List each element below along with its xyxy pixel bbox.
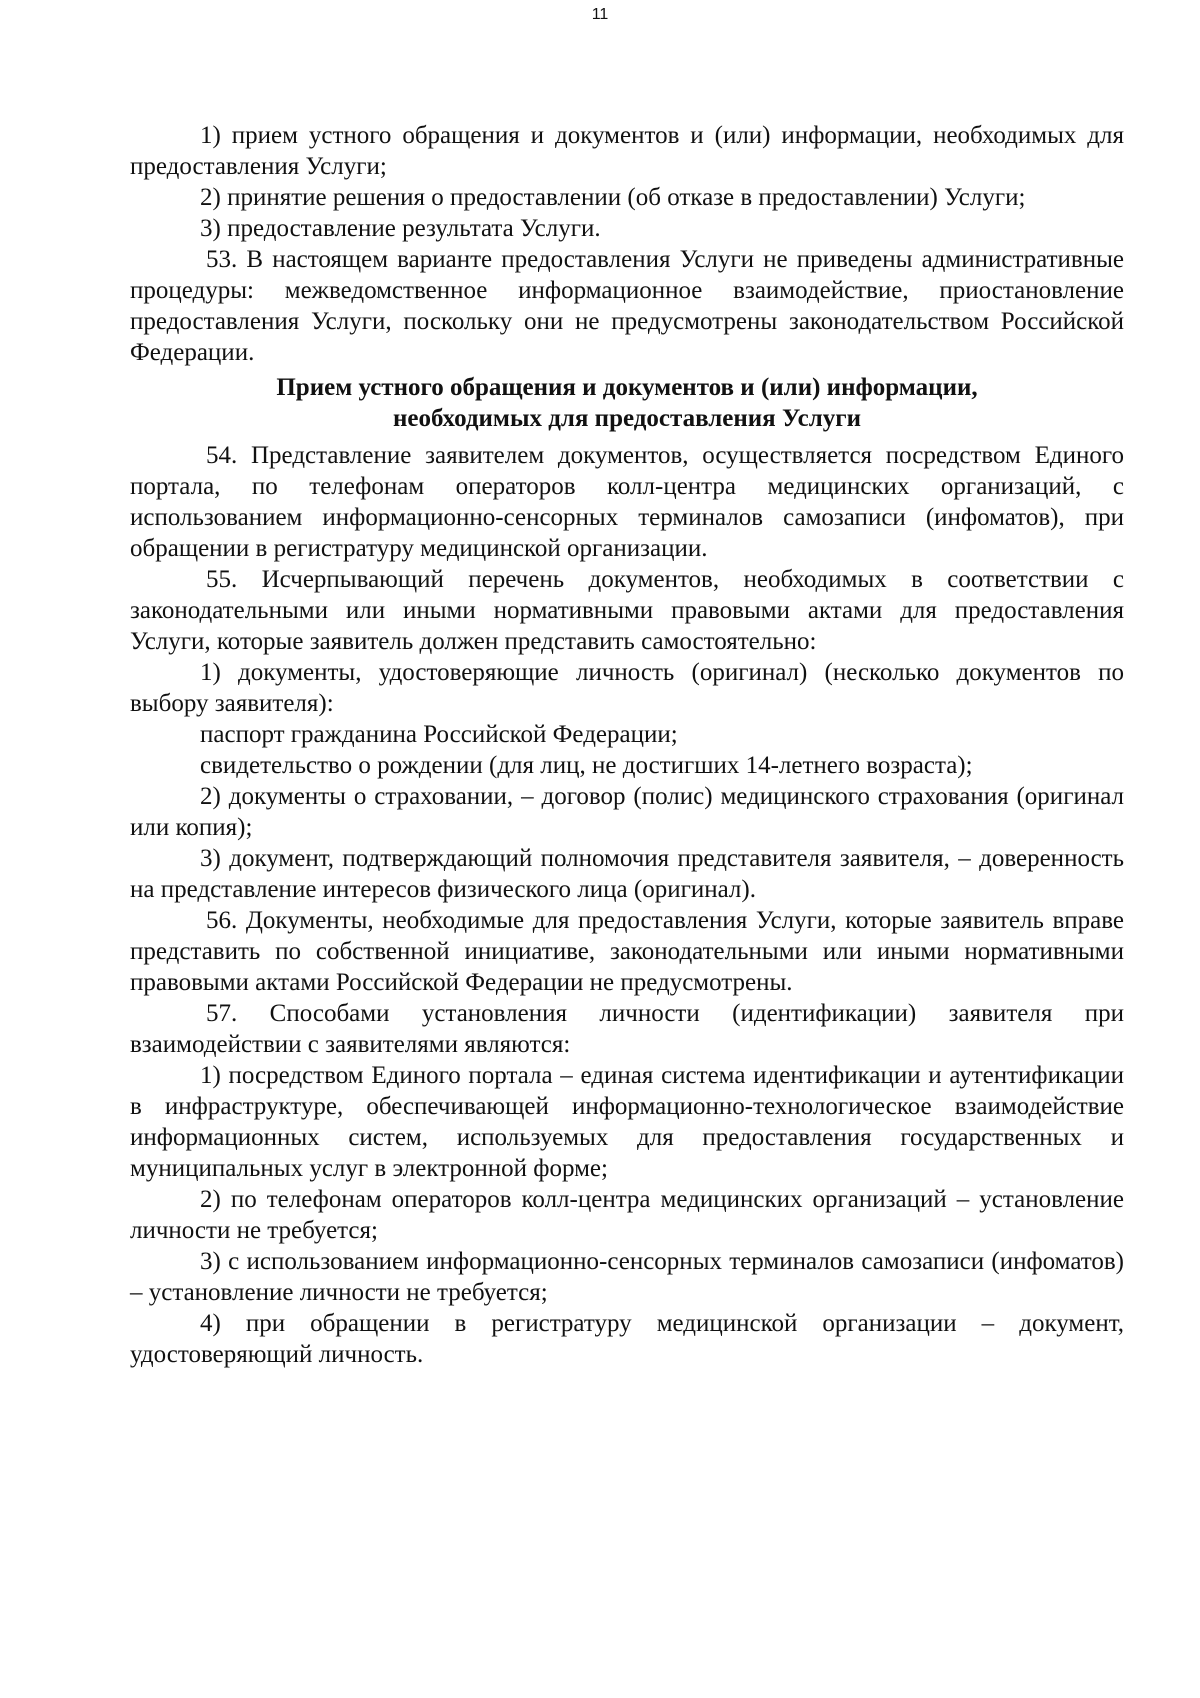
section-heading-line-1: Прием устного обращения и документов и (или) информации, [276,374,978,401]
document-body [130,120,1124,1370]
list-item-registry: 4) при обращении в регистратуру медицинской организации – документ, удостоверяющий личность. [130,1310,1124,1368]
list-item-reception: 1) прием устного обращения и документов и (или) информации, необходимых для предоставления Услуги; [130,122,1124,180]
list-item-decision: 2) принятие решения о предоставлении (об отказе в предоставлении) Услуги; [200,184,1026,211]
paragraph-56: 56. Документы, необходимые для предоставления Услуги, которые заявитель вправе представить по собственной инициативе, законодательными или иными нормативными правовыми актами Российской Федерации не предусмотрены. [130,907,1124,996]
list-item-identity-documents: 1) документы, удостоверяющие личность (оригинал) (несколько документов по выбору заявителя): [130,659,1124,717]
paragraph-54: 54. Представление заявителем документов, осуществляется посредством Единого портала, по телефонам операторов колл-центра медицинских организаций, с использованием информационно-сенсорных терминалов самозаписи (инфоматов), при обращении в регистратуру медицинской организации. [130,442,1124,562]
list-item-birth-certificate: свидетельство о рождении (для лиц, не достигших 14-летнего возраста); [200,752,973,779]
paragraph-57: 57. Способами установления личности (идентификации) заявителя при взаимодействии с заявителями являются: [130,1000,1124,1058]
list-item-insurance-documents: 2) документы о страховании, – договор (полис) медицинского страхования (оригинал или копия); [130,783,1124,841]
paragraph-55: 55. Исчерпывающий перечень документов, необходимых в соответствии с законодательными или иными нормативными правовыми актами для предоставления Услуги, которые заявитель должен представить самостоятельно: [130,566,1124,655]
list-item-call-center: 2) по телефонам операторов колл-центра медицинских организаций – установление личности не требуется; [130,1186,1124,1244]
page-number: 11 [591,6,609,23]
paragraph-53: 53. В настоящем варианте предоставления Услуги не приведены административные процедуры: межведомственное информационное взаимодействие, приостановление предоставления Услуги, поскольку они не предусмотрены законодательством Российской Федерации. [130,246,1124,366]
section-heading-line-2: необходимых для предоставления Услуги [393,405,861,432]
list-item-unified-portal: 1) посредством Единого портала – единая система идентификации и аутентификации в инфраструктуре, обеспечивающей информационно-технологическое взаимодействие информационных систем, используемых для предоставления государственных и муниципальных услуг в электронной форме; [130,1062,1124,1182]
list-item-infomats: 3) с использованием информационно-сенсорных терминалов самозаписи (инфоматов) – установление личности не требуется; [130,1248,1124,1306]
section-heading [130,372,1124,434]
list-item-passport: паспорт гражданина Российской Федерации; [200,721,678,748]
list-item-power-of-attorney: 3) документ, подтверждающий полномочия представителя заявителя, – доверенность на представление интересов физического лица (оригинал). [130,845,1124,903]
list-item-result: 3) предоставление результата Услуги. [200,215,601,242]
